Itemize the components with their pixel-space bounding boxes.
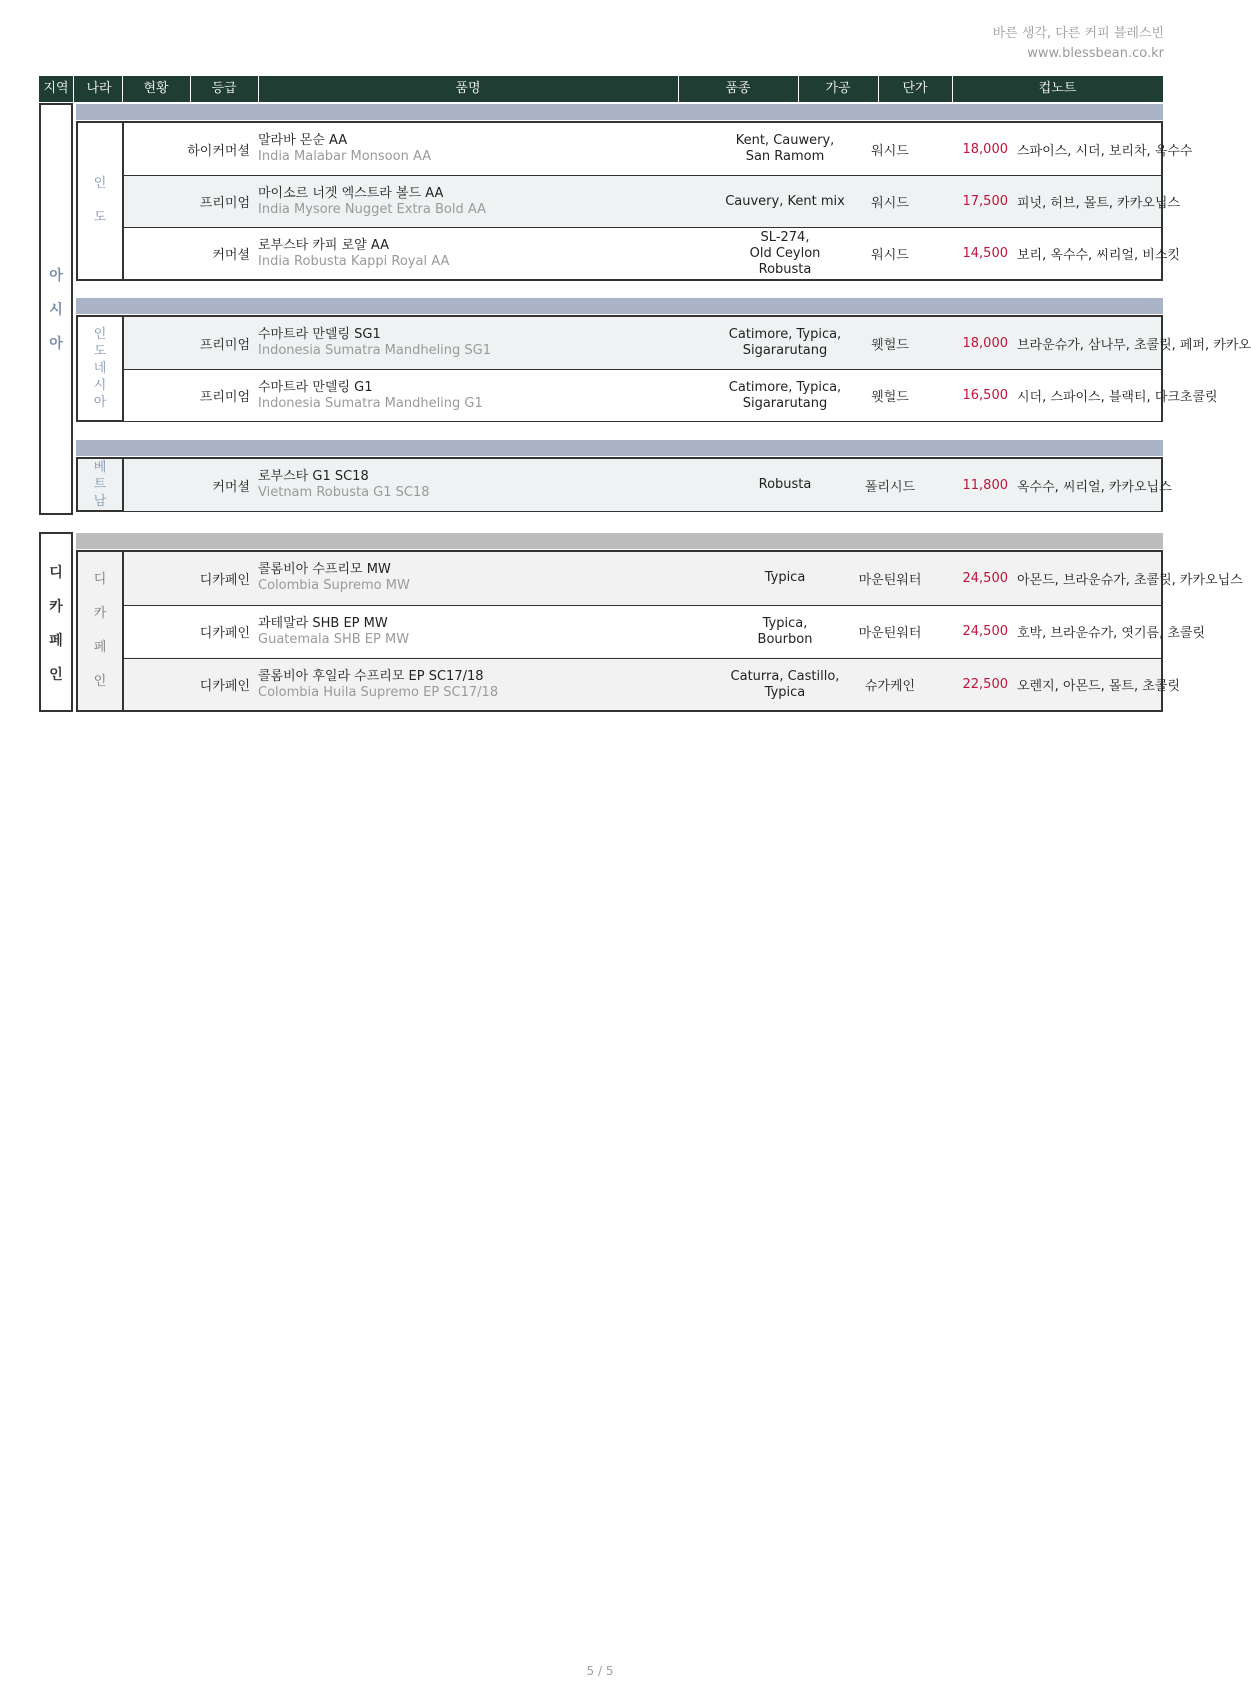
table-row	[124, 605, 1206, 657]
country-char: 시	[93, 378, 107, 393]
country-char: 도	[93, 344, 107, 359]
page-number: 5 / 5	[586, 1664, 614, 1678]
name-ko: 로부스타 G1 SC18	[258, 469, 369, 484]
name-ko: 말라바 몬순 AA	[258, 133, 348, 148]
region-decaf-char: 페	[49, 633, 63, 649]
name-en: Indonesia Sumatra Mandheling SG1	[258, 343, 492, 358]
table-row	[124, 175, 1180, 227]
name-ko: 과테말라 SHB EP MW	[258, 615, 388, 631]
country-char: 베	[93, 460, 107, 475]
group-vietnam	[76, 457, 1172, 512]
product-name	[258, 123, 431, 175]
price: 24,500	[962, 570, 1008, 586]
variety	[720, 228, 850, 279]
country-indonesia	[78, 317, 124, 420]
name-ko: 콜롬비아 수프리모 MW	[258, 562, 391, 577]
region-decaf-char: 카	[49, 599, 63, 615]
country-char: 디	[93, 572, 107, 587]
product-name	[258, 370, 483, 421]
region-decaf-char: 디	[49, 565, 63, 581]
header-grade: 등급	[211, 81, 237, 96]
grade: 하이커머셜	[187, 143, 250, 159]
price: 18,000	[962, 335, 1008, 351]
cup-notes: 보리, 옥수수, 씨리얼, 비스킷	[1017, 248, 1180, 263]
variety	[720, 370, 850, 421]
table-row	[124, 369, 1218, 421]
header-variety: 품종	[725, 81, 751, 96]
name-en: India Malabar Monsoon AA	[258, 149, 432, 164]
cup-notes: 스파이스, 시더, 보리차, 옥수수	[1017, 143, 1193, 159]
variety	[720, 606, 850, 657]
region-asia-char: 아	[49, 268, 63, 284]
country-char: 아	[93, 395, 107, 410]
cup-notes: 오렌지, 아몬드, 몰트, 초콜릿	[1017, 679, 1180, 694]
grade: 디카페인	[199, 572, 250, 588]
name-en: Colombia Supremo MW	[258, 578, 410, 593]
country-char: 네	[93, 361, 107, 376]
name-en: India Mysore Nugget Extra Bold AA	[258, 201, 487, 217]
header-name: 품명	[455, 81, 481, 96]
process: 웻헐드	[871, 390, 909, 405]
country-india	[78, 123, 124, 279]
table-header	[39, 76, 1163, 102]
variety	[720, 176, 850, 227]
name-ko: 마이소르 너겟 엑스트라 볼드 AA	[258, 185, 444, 201]
variety-text: SL-274, Old Ceylon Robusta	[749, 229, 821, 277]
product-name	[258, 228, 449, 279]
grade: 커머셜	[212, 479, 250, 495]
variety-text: Typica, Bourbon	[757, 615, 813, 647]
grade: 프리미엄	[199, 390, 250, 405]
variety	[720, 552, 850, 604]
variety	[720, 123, 850, 175]
brand-tagline: 바른 생각, 다른 커피 블레스빈	[992, 26, 1164, 41]
variety-text: Typica	[764, 570, 806, 585]
name-en: Guatemala SHB EP MW	[258, 631, 410, 647]
header-process: 가공	[825, 81, 851, 96]
region-asia-char: 시	[49, 302, 63, 318]
price: 14,500	[962, 246, 1008, 261]
grade: 커머셜	[212, 248, 250, 263]
price: 17,500	[962, 194, 1008, 209]
region-decaf	[39, 532, 73, 712]
product-name	[258, 317, 491, 369]
country-char: 트	[93, 477, 107, 492]
country-bar-vietnam	[76, 440, 1163, 456]
brand-url: www.blessbean.co.kr	[1027, 46, 1164, 61]
group-decaf	[76, 550, 1243, 712]
name-ko: 수마트라 만델링 SG1	[258, 327, 381, 342]
brand-block	[993, 24, 1164, 64]
variety-text: Catimore, Typica, Sigararutang	[728, 327, 842, 358]
name-en: Vietnam Robusta G1 SC18	[258, 485, 430, 500]
table-row	[124, 123, 1193, 175]
name-ko: 콜롬비아 후일라 수프리모 EP SC17/18	[258, 668, 484, 684]
header-price: 단가	[902, 81, 928, 96]
country-bar-indonesia	[76, 298, 1163, 314]
name-en: India Robusta Kappi Royal AA	[258, 253, 450, 269]
process: 웻헐드	[871, 337, 909, 353]
cup-notes: 아몬드, 브라운슈가, 초콜릿, 카카오닙스	[1017, 572, 1243, 588]
process: 워시드	[871, 248, 909, 263]
process: 워시드	[871, 196, 909, 211]
cup-notes: 시더, 스파이스, 블랙티, 다크초콜릿	[1017, 390, 1218, 405]
variety-text: Cauvery, Kent mix	[725, 193, 845, 209]
header-notes: 컵노트	[1038, 81, 1077, 96]
variety	[720, 459, 850, 511]
product-name	[258, 552, 410, 604]
variety	[720, 659, 850, 710]
process: 마운틴워터	[858, 626, 922, 641]
price: 24,500	[962, 624, 1008, 639]
process: 슈가케인	[864, 679, 916, 694]
country-vietnam	[78, 459, 124, 510]
header-region: 지역	[43, 81, 69, 96]
process: 폴리시드	[864, 479, 916, 495]
region-decaf-char: 인	[49, 667, 63, 683]
variety-text: Caturra, Castillo, Typica	[730, 668, 840, 700]
cup-notes: 브라운슈가, 삼나무, 초콜릿, 페퍼, 카카오	[1017, 337, 1251, 353]
price: 11,800	[962, 477, 1008, 493]
header-country: 나라	[86, 81, 112, 96]
table-row	[124, 227, 1180, 279]
region-asia-char: 아	[49, 336, 63, 352]
table-row	[124, 658, 1180, 710]
group-india	[76, 121, 1193, 281]
cup-notes: 피넛, 허브, 몰트, 카카오닙스	[1017, 196, 1180, 211]
country-char: 인	[93, 327, 107, 342]
country-char: 도	[93, 210, 107, 225]
product-name	[258, 606, 409, 657]
variety-text: Catimore, Typica, Sigararutang	[728, 379, 842, 411]
header-status: 현황	[143, 81, 169, 96]
country-char: 남	[93, 494, 107, 509]
country-char: 인	[93, 176, 107, 191]
name-ko: 수마트라 만델링 G1	[258, 379, 373, 395]
variety-text: Robusta	[758, 477, 812, 492]
variety	[720, 317, 850, 369]
country-char: 인	[93, 674, 107, 689]
price: 22,500	[962, 677, 1008, 692]
table-row	[124, 459, 1172, 511]
table-row	[124, 552, 1243, 604]
name-ko: 로부스타 카피 로얄 AA	[258, 237, 390, 253]
group-indonesia	[76, 315, 1251, 422]
table-row	[124, 317, 1251, 369]
grade: 디카페인	[199, 626, 250, 641]
country-decaf	[78, 552, 124, 710]
cup-notes: 호박, 브라운슈가, 엿기름, 초콜릿	[1017, 626, 1206, 641]
grade: 프리미엄	[199, 196, 250, 211]
country-char: 카	[93, 606, 107, 621]
price: 16,500	[962, 388, 1008, 403]
cup-notes: 옥수수, 씨리얼, 카카오닙스	[1017, 479, 1172, 495]
product-name	[258, 176, 486, 227]
grade: 프리미엄	[199, 337, 250, 353]
country-bar-india	[76, 104, 1163, 120]
country-char: 페	[93, 640, 107, 655]
process: 워시드	[871, 143, 909, 159]
variety-text: Kent, Cauwery, San Ramom	[735, 133, 835, 164]
price: 18,000	[962, 141, 1008, 157]
country-bar-decaf	[76, 533, 1163, 549]
name-en: Indonesia Sumatra Mandheling G1	[258, 395, 483, 411]
region-asia	[39, 103, 73, 515]
grade: 디카페인	[199, 679, 250, 694]
process: 마운틴워터	[858, 572, 922, 588]
product-name	[258, 659, 498, 710]
product-name	[258, 459, 430, 511]
name-en: Colombia Huila Supremo EP SC17/18	[258, 684, 499, 700]
